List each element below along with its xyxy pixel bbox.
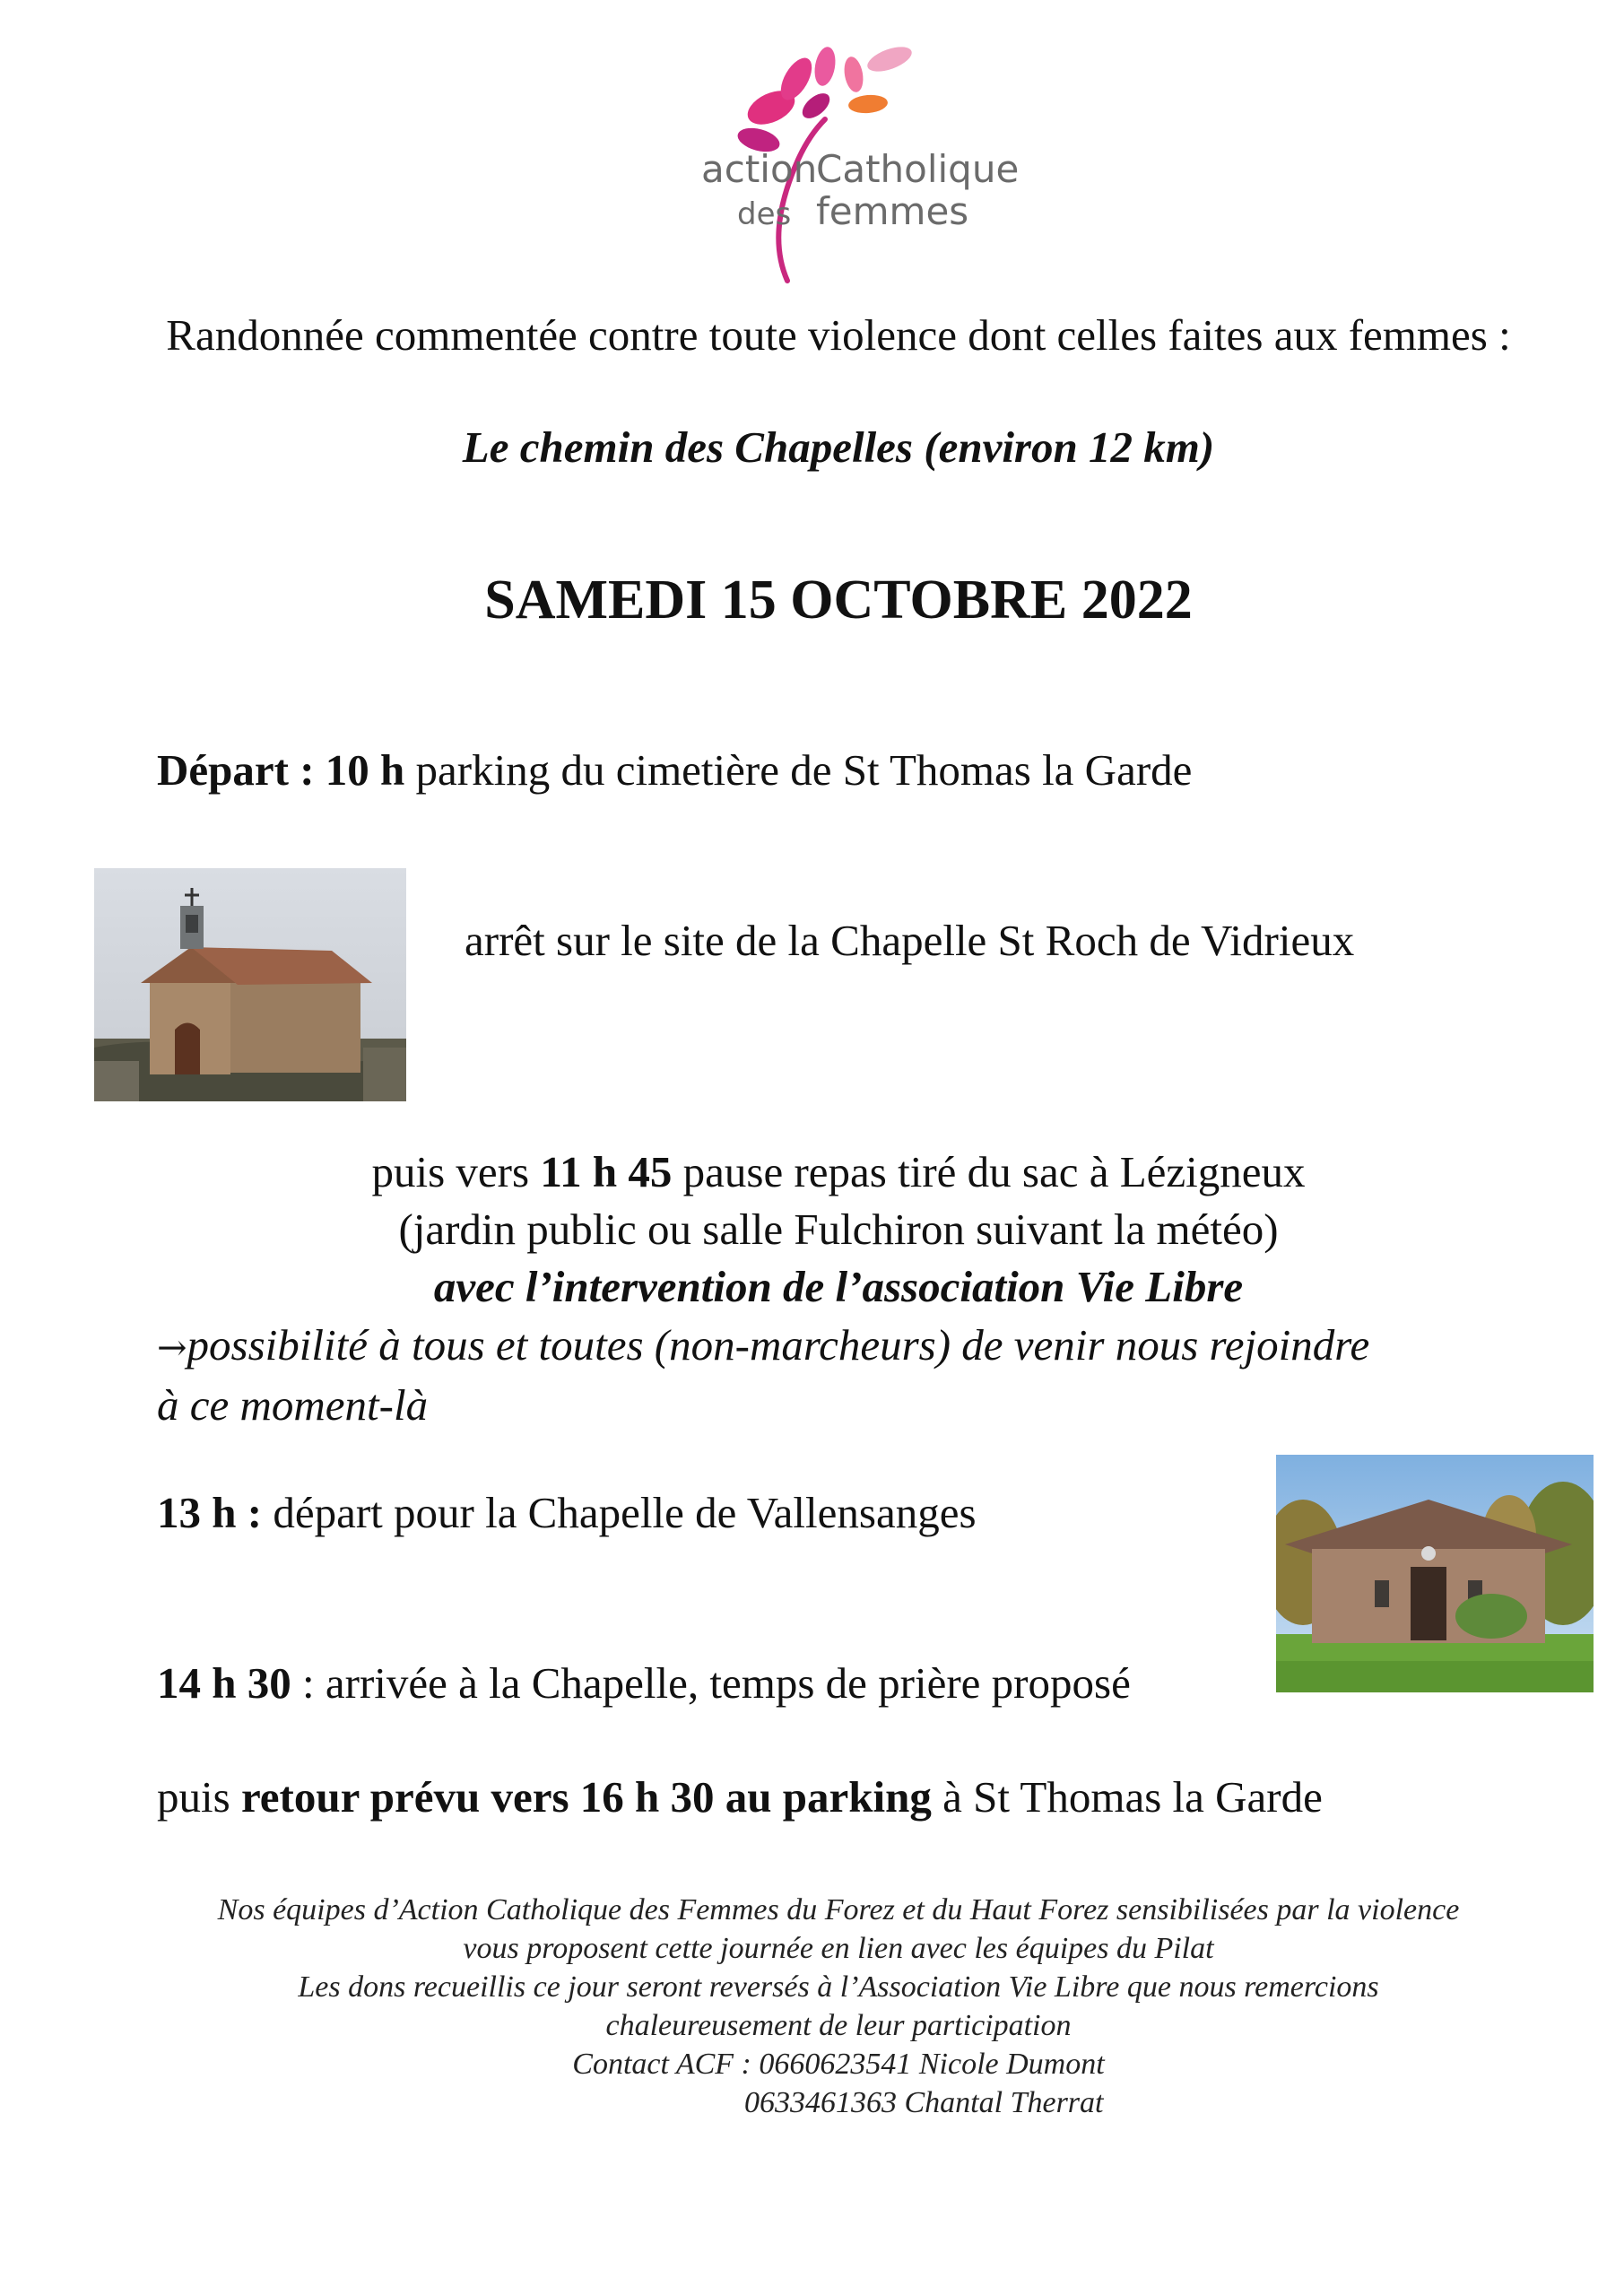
departure-label: Départ : 10 h [157,745,405,795]
footer-line-3: Les dons recueillis ce jour seront reversés à l’Association Vie Libre que nous remercions [298,1970,1379,2004]
time-13h-label: 13 h : [157,1488,263,1537]
lunch-text: pause repas tiré du sac à Lézigneux [672,1147,1306,1196]
return-suffix: à St Thomas la Garde [931,1772,1323,1822]
logo-text-des: des [737,196,792,232]
lunch-line [135,1144,1542,1201]
departure-line [157,744,1192,796]
return-line [157,1771,1323,1822]
departure-text: parking du cimetière de St Thomas la Garde [404,745,1193,795]
intervention-line: avec l’intervention de l’association Vie Libre [433,1262,1244,1311]
footer-line-1: Nos équipes d’Action Catholique des Femmes du Forez et du Haut Forez sensibilisées par la violence [217,1893,1460,1926]
lunch-time: 11 h 45 [540,1147,673,1196]
chapel-vallensanges-photo [1276,1455,1594,1692]
chapel-st-roch-photo [94,868,406,1101]
possibility-text: possibilité à tous et toutes (non-marcheurs) de venir nous rejoindre à ce moment-là [157,1320,1370,1430]
footer-line-2: vous proposent cette journée en lien avec les équipes du Pilat [463,1932,1214,1965]
time-1430-label: 14 h 30 [157,1658,291,1708]
return-bold: retour prévu vers 16 h 30 au parking [240,1772,932,1822]
right-arrow-icon: → [157,1327,187,1369]
contact-line-2: 0633461363 Chantal Therrat [744,2086,1104,2119]
logo-text-catholique: Catholique [816,147,1020,191]
lunch-note: (jardin public ou salle Fulchiron suivant la météo) [398,1205,1279,1254]
acf-logo [682,25,1022,294]
logo-text-femmes: femmes [816,189,969,233]
footer-line-4: chaleureusement de leur participation [605,2009,1072,2042]
footer-note [135,1891,1542,2122]
event-title: Randonnée commentée contre toute violence dont celles faites aux femmes : [166,310,1511,360]
lunch-block [135,1144,1542,1316]
possibility-note [157,1317,1376,1434]
stop-st-roch-line: arrêt sur le site de la Chapelle St Roch de Vidrieux [465,916,1355,965]
lunch-prefix: puis vers [371,1147,541,1196]
logo-text-action: action [701,147,818,191]
time-13h-text: départ pour la Chapelle de Vallensanges [262,1488,977,1537]
arrival-1430-line [157,1657,1131,1709]
event-date: SAMEDI 15 OCTOBRE 2022 [484,570,1193,631]
contact-line-1: Contact ACF : 0660623541 Nicole Dumont [572,2048,1105,2081]
departure-13h-line [157,1487,977,1538]
time-1430-text: : arrivée à la Chapelle, temps de prière proposé [291,1658,1131,1708]
event-subtitle: Le chemin des Chapelles (environ 12 km) [462,422,1215,472]
return-prefix: puis [157,1772,241,1822]
